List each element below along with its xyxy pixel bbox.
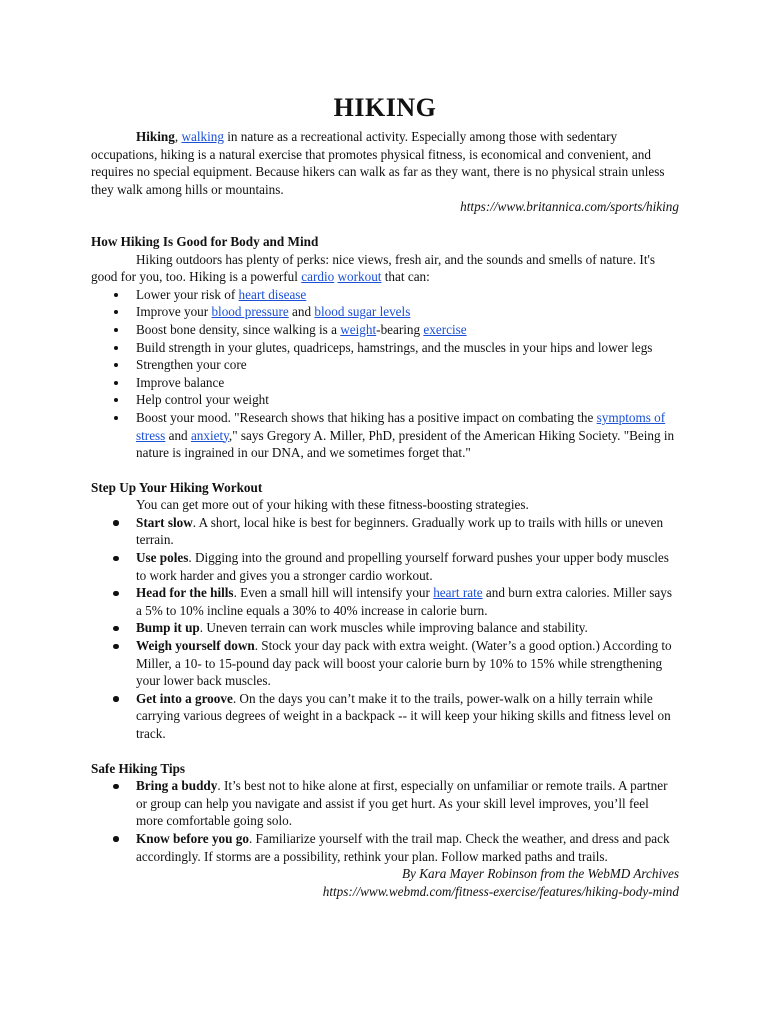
document-body — [91, 92, 679, 900]
intro-paragraph: Hiking, walking in nature as a recreational activity. Especially among those with sedentary occupations, hiking is a natural exercise that promotes physical fitness, is economical and convenient, and requires no special equipment. Because hikers can walk as far as they want, there is no physical strain unless they walk among hills or mountains. — [91, 129, 665, 197]
list-item: Use poles. Digging into the ground and propelling yourself forward pushes your upper body muscles to work harder and gives you a stronger cardio workout. — [91, 549, 679, 584]
link-weight[interactable]: weight — [340, 321, 377, 337]
safety-list — [91, 777, 679, 865]
section1-heading: How Hiking Is Good for Body and Mind — [91, 233, 319, 249]
list-item: Build strength in your glutes, quadriceps, hamstrings, and the muscles in your hips and lower legs — [91, 339, 679, 357]
list-item: Boost bone density, since walking is a weight-bearing exercise — [91, 321, 679, 339]
link-workout[interactable]: workout — [337, 269, 382, 285]
list-item: Weigh yourself down. Stock your day pack with extra weight. (Water’s a good option.) According to Miller, a 10- to 15-pound day pack will boost your calorie burn by 10% to 15% while strengthening your lower back muscles. — [91, 637, 679, 690]
author-credit: By Kara Mayer Robinson from the WebMD Archives — [401, 866, 679, 882]
link-cardio[interactable]: cardio — [301, 269, 335, 285]
section2-intro: You can get more out of your hiking with these fitness-boosting strategies. — [136, 497, 529, 513]
link-symptoms-of-stress[interactable]: symptoms of stress — [136, 409, 666, 443]
link-blood-pressure[interactable]: blood pressure — [211, 304, 289, 320]
list-item: Improve your blood pressure and blood sugar levels — [91, 303, 679, 321]
list-item: Know before you go. Familiarize yourself with the trail map. Check the weather, and dress and pack accordingly. If storms are a possibility, rethink your plan. Follow marked paths and trails. — [91, 830, 679, 865]
link-anxiety[interactable]: anxiety — [190, 427, 229, 443]
workout-list — [91, 514, 679, 743]
webmd-source: https://www.webmd.com/fitness-exercise/features/hiking-body-mind — [322, 883, 679, 899]
list-item: Bump it up. Uneven terrain can work muscles while improving balance and stability. — [91, 619, 679, 637]
list-item: Boost your mood. "Research shows that hiking has a positive impact on combating the symptoms of stress and anxiety," says Gregory A. Miller, PhD, president of the American Hiking Society. "Being in nature is ingrained in our DNA, and we sometimes forget that." — [91, 409, 679, 462]
benefits-list — [91, 286, 679, 462]
link-blood-sugar-levels[interactable]: blood sugar levels — [314, 304, 411, 320]
link-exercise[interactable]: exercise — [423, 321, 467, 337]
intro-source: https://www.britannica.com/sports/hiking — [460, 199, 679, 215]
list-item: Strengthen your core — [91, 356, 679, 374]
list-item: Head for the hills. Even a small hill will intensify your heart rate and burn extra calories. Miller says a 5% to 10% incline equals a 30% to 40% increase in calorie burn. — [91, 584, 679, 619]
list-item: Help control your weight — [91, 391, 679, 409]
list-item: Get into a groove. On the days you can’t make it to the trails, power-walk on a hilly terrain while carrying various degrees of weight in a backpack -- it will keep your hiking skills and fitness level on track. — [91, 690, 679, 743]
link-walking[interactable]: walking — [181, 129, 224, 144]
section2-heading: Step Up Your Hiking Workout — [91, 479, 263, 495]
section1-paragraph: Hiking outdoors has plenty of perks: nice views, fresh air, and the sounds and smells of nature. It's good for you, too. Hiking is a powerful cardio workout that can: — [91, 251, 655, 285]
list-item: Improve balance — [91, 374, 679, 392]
list-item: Lower your risk of heart disease — [91, 286, 679, 304]
page-title: HIKING — [333, 93, 437, 122]
link-heart-rate[interactable]: heart rate — [433, 585, 483, 601]
list-item: Bring a buddy. It’s best not to hike alone at first, especially on unfamiliar or remote trails. A partner or group can help you navigate and assist if you get hurt. As your skill level improves, you’ll feel more comfortable going solo. — [91, 777, 679, 830]
section3-heading: Safe Hiking Tips — [91, 760, 186, 776]
list-item: Start slow. A short, local hike is best for beginners. Gradually work up to trails with hills or uneven terrain. — [91, 514, 679, 549]
intro-term: Hiking — [136, 129, 175, 144]
link-heart-disease[interactable]: heart disease — [238, 286, 307, 302]
